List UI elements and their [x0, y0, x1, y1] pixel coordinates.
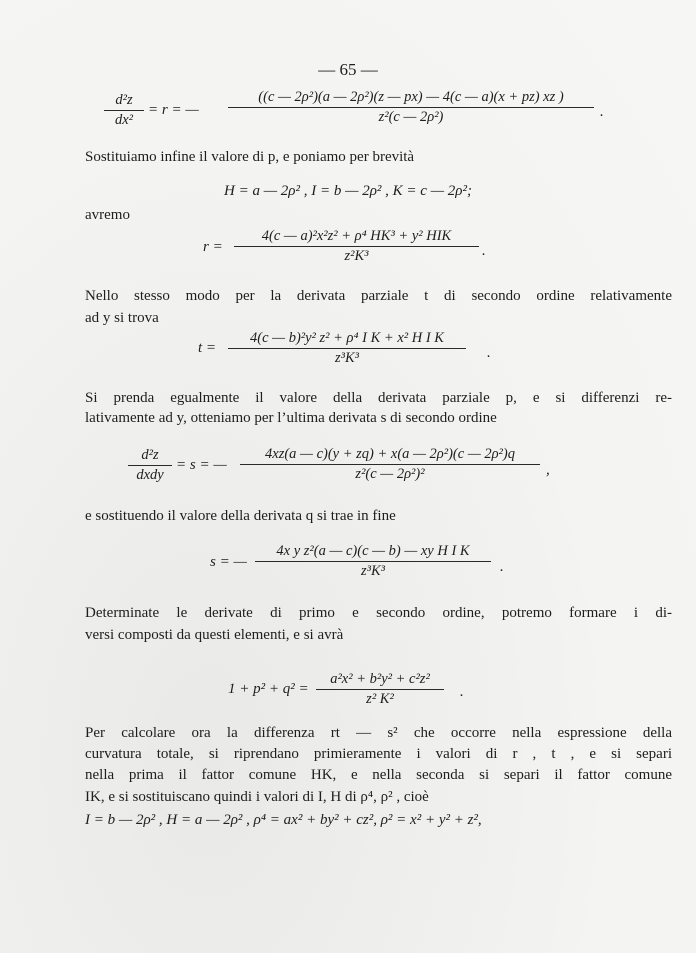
rhs-fraction — [240, 446, 540, 483]
punctuation: , — [546, 462, 550, 478]
page-number: — 65 — — [318, 60, 378, 79]
formula-line: I = b — 2ρ² , H = a — 2ρ² , ρ⁴ = ax² + by² + cz², ρ² = x² + y² + z², — [85, 812, 482, 828]
numerator: 4(c — a)²x²z² + ρ⁴ HK³ + y² HIK — [234, 228, 479, 247]
equals-sign: = r = — — [148, 102, 199, 118]
denominator: z²(c — 2ρ²) — [378, 109, 444, 125]
numerator: 4x y z²(a — c)(c — b) — xy H I K — [255, 543, 491, 562]
paragraph-line: ad y si trova — [85, 310, 159, 326]
punctuation: . — [487, 345, 491, 361]
rhs-fraction — [316, 671, 444, 708]
paragraph-line: lativamente ad y, otteniamo per l’ultima derivata s di secondo ordine — [85, 410, 497, 426]
denominator: z²(c — 2ρ²)² — [355, 466, 425, 482]
paragraph-line: Per calcolare ora la differenza rt — s² che occorre nella espressione della — [85, 725, 672, 741]
lhs: s = — — [210, 554, 247, 570]
numerator: ((c — 2ρ²)(a — 2ρ²)(z — px) — 4(c — a)(x + pz) xz ) — [228, 89, 594, 108]
punctuation: . — [482, 243, 486, 259]
definitions-equation: H = a — 2ρ² , I = b — 2ρ² , K = c — 2ρ²; — [224, 183, 472, 199]
denominator: z² K² — [366, 691, 394, 707]
lhs-fraction — [104, 92, 144, 129]
denominator: dx² — [114, 112, 134, 128]
punctuation: . — [500, 559, 504, 575]
denominator: z³K³ — [360, 563, 385, 579]
paragraph-line: e sostituendo il valore della derivata q si trae in fine — [85, 508, 396, 524]
numerator: d²z — [104, 92, 144, 111]
punctuation: . — [600, 104, 604, 120]
numerator: 4xz(a — c)(y + zq) + x(a — 2ρ²)(c — 2ρ²)q — [240, 446, 540, 465]
numerator: d²z — [128, 447, 172, 466]
lhs: 1 + p² + q² = — [228, 681, 309, 697]
rhs-fraction — [234, 228, 479, 265]
equals-sign: = s = — — [176, 457, 227, 473]
paragraph-line: nella prima il fattor comune HK, e nella seconda si separi il fattor comune — [85, 767, 672, 783]
paragraph-line: Nello stesso modo per la derivata parziale t di secondo ordine relativamente — [85, 288, 672, 304]
numerator: 4(c — b)²y² z² + ρ⁴ I K + x² H I K — [228, 330, 466, 349]
denominator: z²K³ — [344, 248, 369, 264]
paragraph-line: Determinate le derivate di primo e secondo ordine, potremo formare i di- — [85, 605, 672, 621]
numerator: a²x² + b²y² + c²z² — [316, 671, 444, 690]
denominator: z³K³ — [334, 350, 359, 366]
lhs: t = — [198, 340, 217, 356]
paragraph-line: IK, e si sostituiscano quindi i valori di I, H di ρ⁴, ρ² , cioè — [85, 789, 429, 805]
paragraph-line: Sostituiamo infine il valore di p, e poniamo per brevità — [85, 149, 415, 165]
lhs: r = — [203, 239, 223, 255]
rhs-fraction — [255, 543, 491, 580]
paragraph-line: curvatura totale, si riprendano primieramente i valori di r , t , e si separi — [85, 746, 672, 762]
rhs-fraction — [228, 89, 594, 126]
denominator: dxdy — [136, 467, 164, 483]
paragraph-line: avremo — [85, 207, 130, 223]
punctuation: . — [460, 684, 464, 700]
paragraph-line: versi composti da questi elementi, e si avrà — [85, 627, 344, 643]
rhs-fraction — [228, 330, 466, 367]
paragraph-line: Si prenda egualmente il valore della derivata parziale p, e si differenzi re- — [85, 390, 672, 406]
lhs-fraction — [128, 447, 172, 484]
